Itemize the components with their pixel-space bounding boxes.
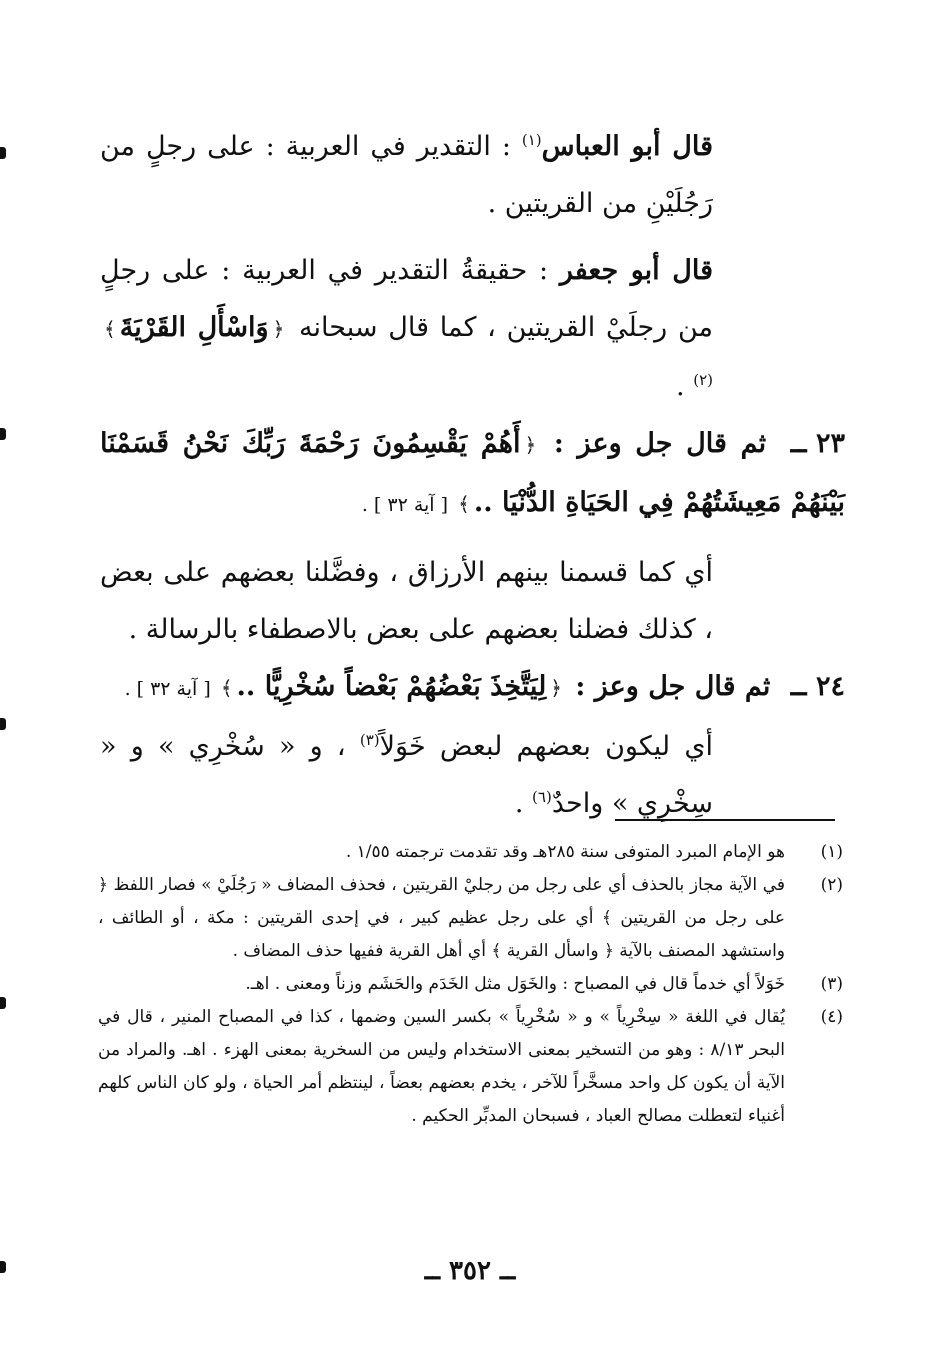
paragraph-explanation-23 [100,544,845,658]
quran-bracket-open-icon: ﴿ [272,317,285,341]
footnote-number: (٢) [820,875,843,895]
ayah-reference: [ آية ٣٢ ] . [361,494,455,516]
page-number: ــ ٣٥٢ ــ [424,1256,516,1286]
quran-quote: وَاسْأَلِ القَرْيَةَ [119,312,269,343]
quran-bracket-open-icon: ﴿ [550,676,563,700]
footnote-4 [98,1001,843,1133]
entry-number: ٢٤ ــ [790,671,845,702]
quran-bracket-close-icon: ﴾ [220,676,233,700]
entry-lead: ثم قال جل وعز : [540,428,767,459]
verse-23 [100,415,845,534]
footnote-number: (٤) [820,1007,843,1027]
footnote-number: (٣) [820,974,843,994]
quran-quote: لِيَتَّخِذَ بَعْضُهُمْ بَعْضاً سُخْرِيًّا .. [236,671,547,702]
paragraph-text: أي ليكون بعضهم لبعض خَوَلاً [379,731,713,762]
footnote-3 [98,968,843,1001]
entry-number: ٢٣ ــ [790,428,845,459]
main-text [100,118,845,832]
footnote-number: (١) [820,842,843,862]
footnotes [98,836,843,1133]
paragraph-abu-jafar [100,242,845,415]
speaker-label: قال أبو العباس [541,131,713,162]
paragraph-tail: . [514,788,533,819]
footnote-text: هو الإمام المبرد المتوفى سنة ٢٨٥هـ وقد تقدمت ترجمته ١/٥٥ . [345,842,785,862]
scan-edge-mark [0,997,6,1009]
footnote-text: يُقال في اللغة « سِخْرِياً » و « سُخْرِياً » بكسر السين وضمها ، كذا في المصباح المنير ، قال في البحر ٨/١٣ : وهو من التسخير بمعنى الاستخدام وليس من السخرية بمعنى الهزء . اهـ. والمراد من الآية أن يكون كل واحد مسخَّراً للآخر ، يخدم بعضهم بعضاً ، لينتظم أمر الحياة ، ولو كان الناس كلهم أغنياء لتعطلت مصالح العباد ، فسبحان المدبِّر الحكيم . [98,1007,785,1126]
paragraph-abu-al-abbas [100,118,845,232]
footnote-ref: (٢) [693,371,713,389]
quran-quote: أَهُمْ يَقْسِمُونَ رَحْمَةَ رَبِّكَ نَحْنُ قَسَمْنَا بَيْنَهُمْ مَعِيشَتُهُمْ فِي الحَيَاةِ الدُّنْيَا .. [100,428,845,518]
footnote-separator [615,819,835,821]
paragraph-text: : التقدير في العربية : على رجلٍ من رَجُلَيْنِ من القريتين . [100,131,713,219]
paragraph-text: أي كما قسمنا بينهم الأرزاق ، وفضَّلنا بعضهم على بعض ، كذلك فضلنا بعضهم على بعض بالاصطفاء بالرسالة . [100,557,713,645]
footnote-text: في الآية مجاز بالحذف أي على رجل من رجليْ القريتين ، فحذف المضاف « رَجُلَيْ » فصار اللفظ ﴿ على رجل من القريتين ﴾ أي على رجل عظيم كبير ، في إحدى القريتين : مكة ، أو الطائف ، واستشهد المصنف بالآية ﴿ واسأل القرية ﴾ أي أهل القرية ففيها حذف المضاف . [98,875,785,961]
scan-edge-mark [0,718,6,730]
footnote-ref: (٣) [359,731,380,749]
footnote-1 [98,836,843,869]
footnote-text: خَوَلاً أي خدماً قال في المصباح : والخَوَل مثل الخَدَم والحَشَم وزناً ومعنى . اهـ. [245,974,785,994]
scan-edge-mark [0,147,6,159]
ayah-reference: [ آية ٣٢ ] . [124,678,217,700]
scan-edge-mark [0,428,6,440]
entry-lead: ثم قال جل وعز : [566,671,771,702]
speaker-label: قال أبو جعفر [559,255,713,286]
quran-bracket-close-icon: ﴾ [458,492,470,516]
verse-24 [100,658,845,718]
footnote-2 [98,869,843,968]
quran-bracket-open-icon: ﴿ [524,433,537,457]
paragraph-tail: . [676,371,694,402]
paragraph-text: : حقيقةُ التقدير في العربية : على رجلٍ من رجلَيْ القريتين ، كما قال سبحانه [100,255,713,343]
paragraph-explanation-24 [100,718,845,832]
paragraph-text: ، و « سُخْرِي » و « سِخْرِي » واحدٌ [100,731,713,819]
quran-bracket-close-icon: ﴾ [104,317,116,341]
footnote-ref: (٦) [532,788,552,806]
footnote-ref: (١) [521,131,542,149]
